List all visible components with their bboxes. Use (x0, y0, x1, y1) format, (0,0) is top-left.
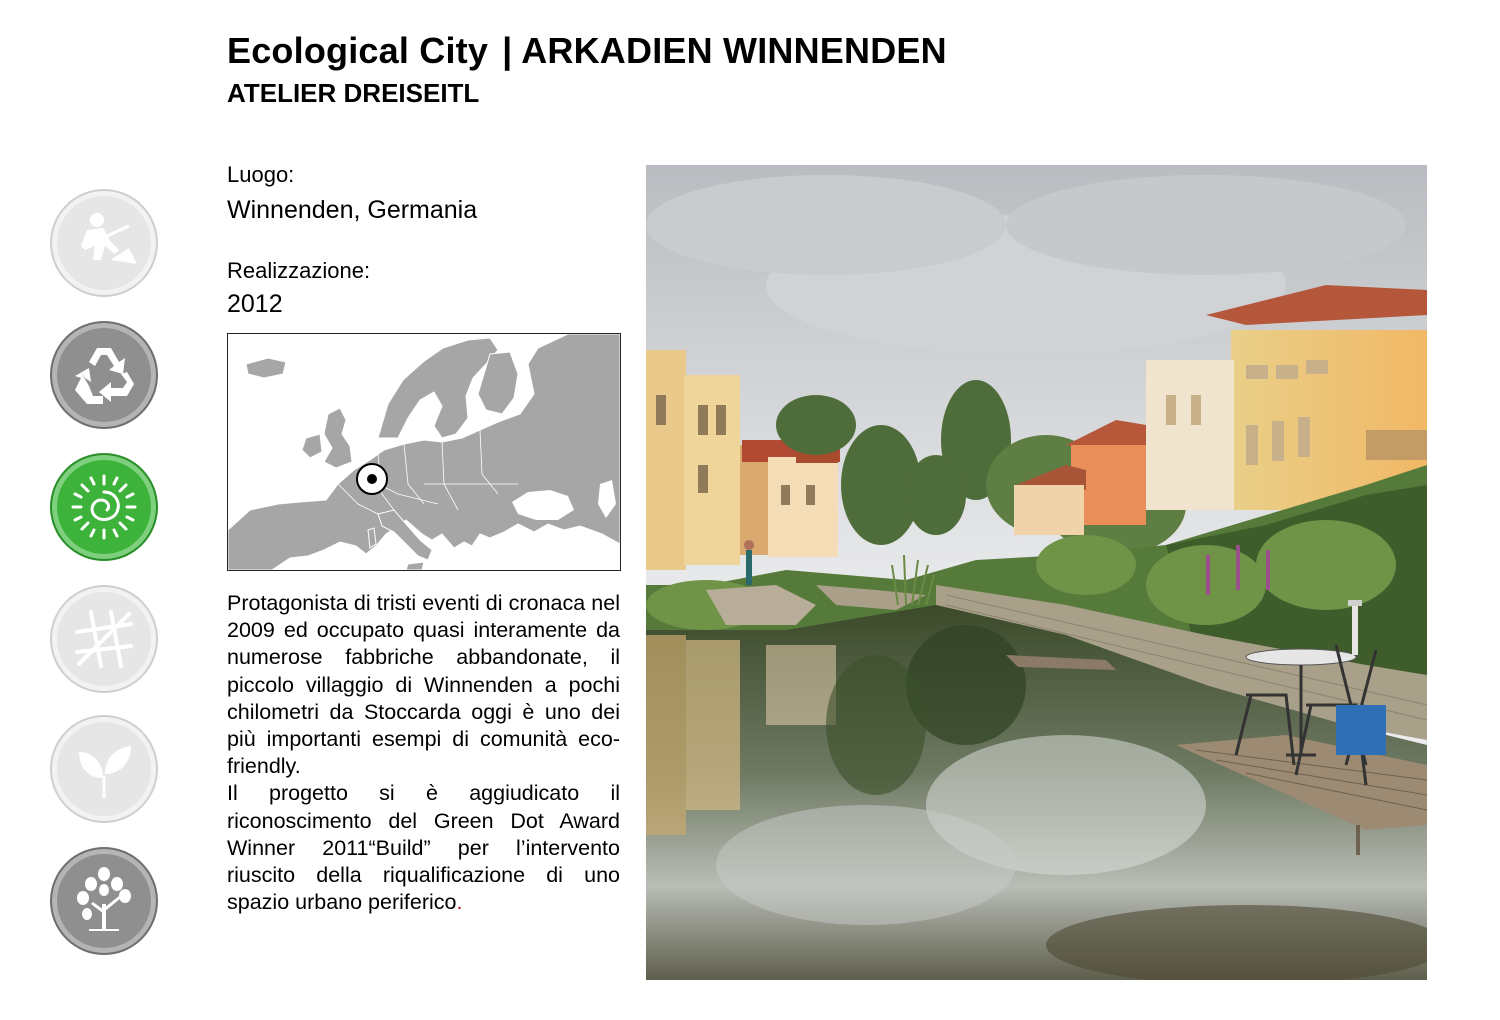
page-subtitle: ATELIER DREISEITL (227, 78, 480, 108)
leaf-icon-graphic (67, 732, 141, 806)
europe-map-graphic (228, 334, 620, 570)
location-marker (357, 464, 387, 494)
project-photo (646, 165, 1427, 980)
sun-icon[interactable] (50, 453, 158, 561)
project-photo-graphic (646, 165, 1427, 980)
tree-icon-graphic (67, 864, 141, 938)
recycle-icon[interactable] (50, 321, 158, 429)
network-icon[interactable] (50, 585, 158, 693)
tree-icon[interactable] (50, 847, 158, 955)
description-paragraph-1: Protagonista di tristi eventi di cronaca nel 2009 ed occupato quasi interamente da numerose fabbriche abbandonate, il piccolo villaggio di Winnenden a pochi chilometri da Stoccarda oggi è uno dei più importanti esempi di comunità eco-friendly. (227, 591, 620, 779)
year-value: 2012 (227, 290, 283, 318)
network-icon-graphic (67, 602, 141, 676)
description-paragraph-2-text: Il progetto si è aggiudicato il riconoscimento del Green Dot Award Winner 2011“Build” per l’intervento riuscito della riqualificazione di uno spazio urbano periferico (227, 781, 620, 915)
page-title (227, 30, 947, 72)
title-project: | ARKADIEN WINNENDEN (502, 30, 947, 71)
worker-icon[interactable] (50, 189, 158, 297)
leaf-icon[interactable] (50, 715, 158, 823)
sun-icon-graphic (67, 470, 141, 544)
place-value: Winnenden, Germania (227, 196, 478, 224)
description-paragraph-2 (227, 780, 620, 916)
europe-map (227, 333, 621, 571)
recycle-icon-graphic (67, 338, 141, 412)
project-description (227, 590, 620, 916)
description-end-mark: . (456, 890, 463, 915)
worker-icon-graphic (67, 206, 141, 280)
title-main: Ecological City (227, 30, 489, 71)
place-label: Luogo: (227, 162, 295, 187)
year-label: Realizzazione: (227, 258, 371, 283)
